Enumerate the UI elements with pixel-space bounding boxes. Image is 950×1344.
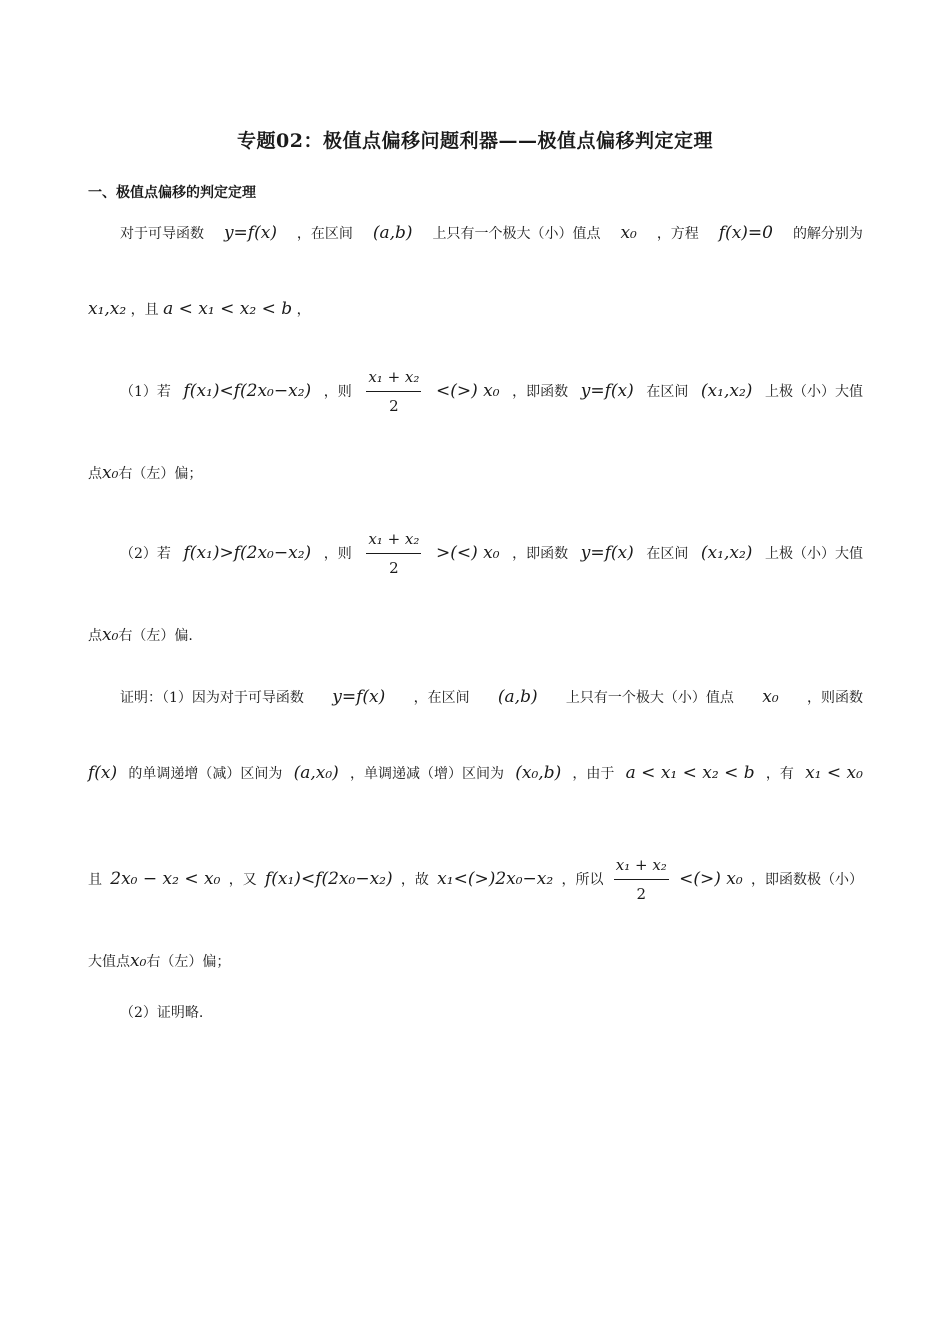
text: （2）证明略.	[120, 1005, 204, 1021]
text: （2）若	[120, 546, 171, 562]
text: 上极（小）大值	[765, 384, 863, 400]
text: 上只有一个极大（小）值点	[432, 226, 601, 242]
case-1-line-2	[88, 460, 863, 487]
math-expression: x₀	[130, 951, 147, 971]
math-expression: x₁<(>)2x₀−x₂	[437, 869, 554, 889]
text: ，在区间	[296, 226, 353, 242]
text: ，故	[400, 872, 429, 888]
text: ，即函数	[512, 384, 569, 400]
math-expression: y=f(x)	[580, 543, 634, 563]
text: （1）若	[120, 384, 171, 400]
math-expression: (a,b)	[372, 223, 413, 243]
math-expression: <(>) x₀	[435, 381, 500, 401]
text: ，单调递减（增）区间为	[350, 766, 505, 782]
text: ，由于	[572, 766, 615, 782]
paragraph-intro-line-1	[120, 220, 863, 247]
fraction	[614, 852, 669, 907]
fraction-bar	[614, 879, 669, 880]
math-expression: f(x₁)<f(2x₀−x₂)	[264, 869, 393, 889]
math-expression: f(x₁)<f(2x₀−x₂)	[183, 381, 312, 401]
text: ，所以	[561, 872, 604, 888]
text: 的解分别为	[792, 226, 863, 242]
paragraph-intro-line-2	[88, 296, 863, 323]
proof-line-3	[88, 856, 863, 921]
math-expression: (a,x₀)	[293, 763, 339, 783]
fraction-denominator: 2	[389, 559, 399, 577]
math-expression: x₀	[762, 687, 779, 707]
math-expression: y=f(x)	[223, 223, 277, 243]
text: ，	[296, 302, 311, 318]
text: 在区间	[646, 384, 689, 400]
text: ，有	[765, 766, 794, 782]
proof-line-5	[120, 1000, 863, 1026]
section-heading: 一、极值点偏移的判定定理	[88, 185, 256, 201]
page-title: 专题02：极值点偏移问题利器——极值点偏移判定定理	[237, 130, 713, 152]
text: ，在区间	[413, 690, 470, 706]
text: 证明：（1）因为对于可导函数	[120, 690, 304, 706]
math-expression: (x₁,x₂)	[700, 381, 753, 401]
fraction	[366, 364, 421, 419]
math-expression: y=f(x)	[332, 687, 386, 707]
math-expression: y=f(x)	[580, 381, 634, 401]
math-expression: a < x₁ < x₂ < b	[163, 299, 293, 319]
fraction-bar	[366, 391, 421, 392]
text: ，则	[323, 546, 352, 562]
text: 上极（小）大值	[765, 546, 863, 562]
text: 的单调递增（减）区间为	[128, 766, 283, 782]
text: ，则	[323, 384, 352, 400]
math-expression: f(x)	[88, 763, 118, 783]
text: 右（左）偏.	[118, 628, 193, 644]
math-expression: a < x₁ < x₂ < b	[625, 763, 755, 783]
text: 在区间	[646, 546, 689, 562]
text: 且	[88, 872, 102, 888]
proof-line-2	[88, 760, 863, 787]
case-2-line-2	[88, 622, 863, 649]
fraction	[366, 526, 421, 581]
math-expression: x₀	[620, 223, 637, 243]
math-expression: x₁ < x₀	[805, 763, 863, 783]
fraction-numerator: x₁ + x₂	[368, 530, 420, 548]
text: ，即函数	[512, 546, 569, 562]
text: ，即函数极（小）	[750, 872, 863, 888]
fraction-denominator: 2	[389, 397, 399, 415]
proof-line-1	[120, 684, 863, 711]
math-expression: (x₀,b)	[515, 763, 562, 783]
text: ，方程	[656, 226, 699, 242]
math-expression: x₁,x₂	[88, 299, 127, 319]
math-expression: f(x₁)>f(2x₀−x₂)	[183, 543, 312, 563]
math-expression: 2x₀ − x₂ < x₀	[110, 869, 221, 889]
case-1-line-1	[120, 368, 863, 433]
math-expression: x₀	[102, 625, 119, 645]
text: 大值点	[88, 954, 130, 970]
math-expression: x₀	[102, 463, 119, 483]
proof-line-4	[88, 948, 863, 975]
math-expression: (a,b)	[497, 687, 538, 707]
text: 右（左）偏；	[146, 954, 231, 970]
text: 点	[88, 628, 102, 644]
fraction-numerator: x₁ + x₂	[368, 368, 420, 386]
math-expression: >(<) x₀	[435, 543, 500, 563]
text: ，且	[130, 302, 159, 318]
case-2-line-1	[120, 530, 863, 595]
fraction-bar	[366, 553, 421, 554]
fraction-denominator: 2	[636, 885, 647, 903]
text: 上只有一个极大（小）值点	[565, 690, 734, 706]
math-expression: f(x)=0	[718, 223, 773, 243]
text: 点	[88, 466, 102, 482]
text: ，则函数	[806, 690, 863, 706]
text: 对于可导函数	[120, 226, 204, 242]
math-expression: <(>) x₀	[679, 869, 743, 889]
fraction-numerator: x₁ + x₂	[615, 856, 667, 874]
text: 右（左）偏；	[118, 466, 203, 482]
text: ，又	[228, 872, 257, 888]
math-expression: (x₁,x₂)	[700, 543, 753, 563]
